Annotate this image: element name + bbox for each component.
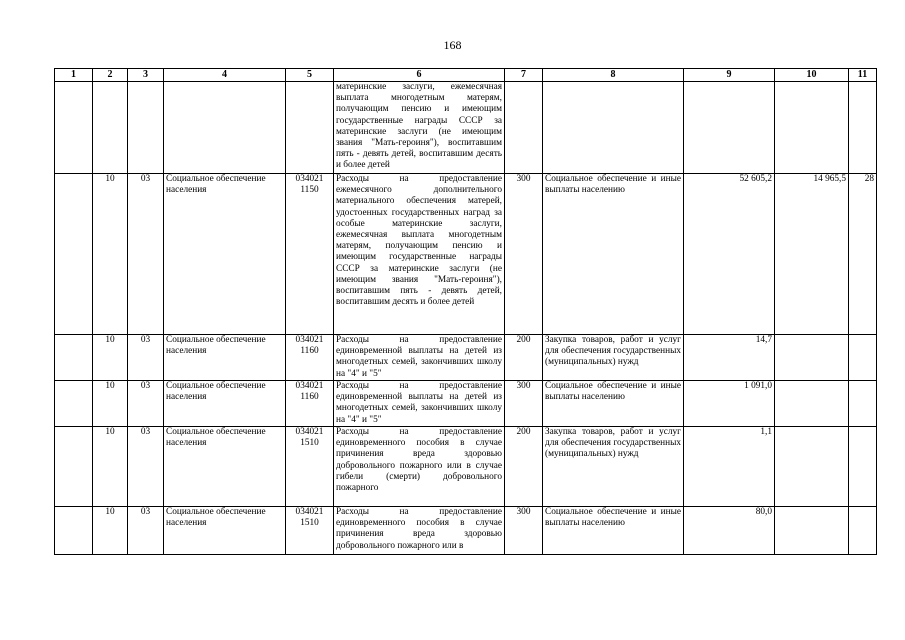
cell-amount bbox=[684, 82, 775, 174]
column-header-5: 5 bbox=[286, 69, 334, 82]
cell-amount-2 bbox=[775, 507, 849, 555]
cell-subsection-name: Социальное обеспечение населения bbox=[164, 427, 286, 507]
cell-description: Расходы на предоставление единовременного пособия в случае причинения вреда здоровью добровольного пожарного или в bbox=[334, 507, 505, 555]
cell-subsection-name: Социальное обеспечение населения bbox=[164, 507, 286, 555]
cell-expense-type: 200 bbox=[505, 335, 543, 381]
cell-description: Расходы на предоставление единовременного пособия в случае причинения вреда здоровью добровольного пожарного или в случае гибели (смерти) добровольного пожарного bbox=[334, 427, 505, 507]
cell-col1 bbox=[55, 507, 93, 555]
cell-expense-name: Социальное обеспечение и иные выплаты населению bbox=[543, 507, 684, 555]
cell-col11: 28 bbox=[849, 174, 877, 335]
cell-section: 10 bbox=[93, 427, 128, 507]
column-header-10: 10 bbox=[775, 69, 849, 82]
cell-subsection-name: Социальное обеспечение населения bbox=[164, 381, 286, 427]
cell-subsection-name: Социальное обеспечение населения bbox=[164, 174, 286, 335]
cell-description: материнские заслуги, ежемесячная выплата многодетным матерям, получающим пенсию и имеющим государственные награды СССР за материнские заслуги (не имеющим звания "Мать-героиня"), воспитавшим пять - девять детей, воспитавшим десять и более детей bbox=[334, 82, 505, 174]
cell-section bbox=[93, 82, 128, 174]
cell-expense-type bbox=[505, 82, 543, 174]
cell-target-code: 034021 1510 bbox=[286, 507, 334, 555]
column-header-7: 7 bbox=[505, 69, 543, 82]
cell-col11 bbox=[849, 427, 877, 507]
cell-amount: 80,0 bbox=[684, 507, 775, 555]
table-row bbox=[55, 507, 877, 555]
cell-amount-2 bbox=[775, 335, 849, 381]
cell-expense-name: Социальное обеспечение и иные выплаты населению bbox=[543, 381, 684, 427]
cell-target-code: 034021 1160 bbox=[286, 381, 334, 427]
column-header-3: 3 bbox=[128, 69, 164, 82]
cell-subsection: 03 bbox=[128, 335, 164, 381]
cell-amount-2 bbox=[775, 381, 849, 427]
cell-amount-2 bbox=[775, 82, 849, 174]
cell-amount: 1 091,0 bbox=[684, 381, 775, 427]
cell-section: 10 bbox=[93, 507, 128, 555]
table-row bbox=[55, 82, 877, 174]
cell-col11 bbox=[849, 507, 877, 555]
cell-expense-type: 200 bbox=[505, 427, 543, 507]
cell-col1 bbox=[55, 381, 93, 427]
cell-amount: 52 605,2 bbox=[684, 174, 775, 335]
cell-description: Расходы на предоставление ежемесячного дополнительного материального обеспечения матерей, удостоенных государственных наград за особые материнские заслуги, ежемесячная выплата многодетным матерям, получающим пенсию и имеющим государственные награды СССР за материнские заслуги (не имеющим звания "Мать-героиня"), воспитавшим пять - девять детей, воспитавшим десять и более детей bbox=[334, 174, 505, 335]
cell-target-code: 034021 1510 bbox=[286, 427, 334, 507]
cell-expense-name: Закупка товаров, работ и услуг для обеспечения государственных (муниципальных) нужд bbox=[543, 427, 684, 507]
table-row bbox=[55, 174, 877, 335]
cell-section: 10 bbox=[93, 174, 128, 335]
page-number: 168 bbox=[443, 38, 462, 52]
cell-amount: 1,1 bbox=[684, 427, 775, 507]
cell-amount-2 bbox=[775, 427, 849, 507]
table-row bbox=[55, 381, 877, 427]
cell-target-code: 034021 1150 bbox=[286, 174, 334, 335]
cell-col11 bbox=[849, 335, 877, 381]
cell-subsection: 03 bbox=[128, 507, 164, 555]
cell-subsection-name bbox=[164, 82, 286, 174]
column-header-4: 4 bbox=[164, 69, 286, 82]
column-header-2: 2 bbox=[93, 69, 128, 82]
cell-subsection: 03 bbox=[128, 381, 164, 427]
cell-expense-name: Социальное обеспечение и иные выплаты населению bbox=[543, 174, 684, 335]
cell-expense-type: 300 bbox=[505, 507, 543, 555]
cell-description: Расходы на предоставление единовременной выплаты на детей из многодетных семей, закончивших школу на "4" и "5" bbox=[334, 381, 505, 427]
cell-description: Расходы на предоставление единовременной выплаты на детей из многодетных семей, закончивших школу на "4" и "5" bbox=[334, 335, 505, 381]
column-header-9: 9 bbox=[684, 69, 775, 82]
cell-section: 10 bbox=[93, 381, 128, 427]
cell-section: 10 bbox=[93, 335, 128, 381]
cell-target-code: 034021 1160 bbox=[286, 335, 334, 381]
cell-amount-2: 14 965,5 bbox=[775, 174, 849, 335]
cell-col11 bbox=[849, 82, 877, 174]
cell-expense-name: Закупка товаров, работ и услуг для обеспечения государственных (муниципальных) нужд bbox=[543, 335, 684, 381]
cell-target-code bbox=[286, 82, 334, 174]
header-row bbox=[55, 69, 877, 82]
cell-expense-type: 300 bbox=[505, 381, 543, 427]
table-body bbox=[55, 82, 877, 555]
cell-subsection: 03 bbox=[128, 427, 164, 507]
budget-table bbox=[54, 68, 877, 555]
column-header-1: 1 bbox=[55, 69, 93, 82]
cell-subsection: 03 bbox=[128, 174, 164, 335]
cell-col1 bbox=[55, 335, 93, 381]
column-header-8: 8 bbox=[543, 69, 684, 82]
column-header-11: 11 bbox=[849, 69, 877, 82]
cell-subsection bbox=[128, 82, 164, 174]
cell-col1 bbox=[55, 174, 93, 335]
cell-subsection-name: Социальное обеспечение населения bbox=[164, 335, 286, 381]
cell-col1 bbox=[55, 427, 93, 507]
cell-expense-type: 300 bbox=[505, 174, 543, 335]
table-row bbox=[55, 427, 877, 507]
table-row bbox=[55, 335, 877, 381]
cell-amount: 14,7 bbox=[684, 335, 775, 381]
cell-expense-name bbox=[543, 82, 684, 174]
column-header-6: 6 bbox=[334, 69, 505, 82]
cell-col11 bbox=[849, 381, 877, 427]
cell-col1 bbox=[55, 82, 93, 174]
